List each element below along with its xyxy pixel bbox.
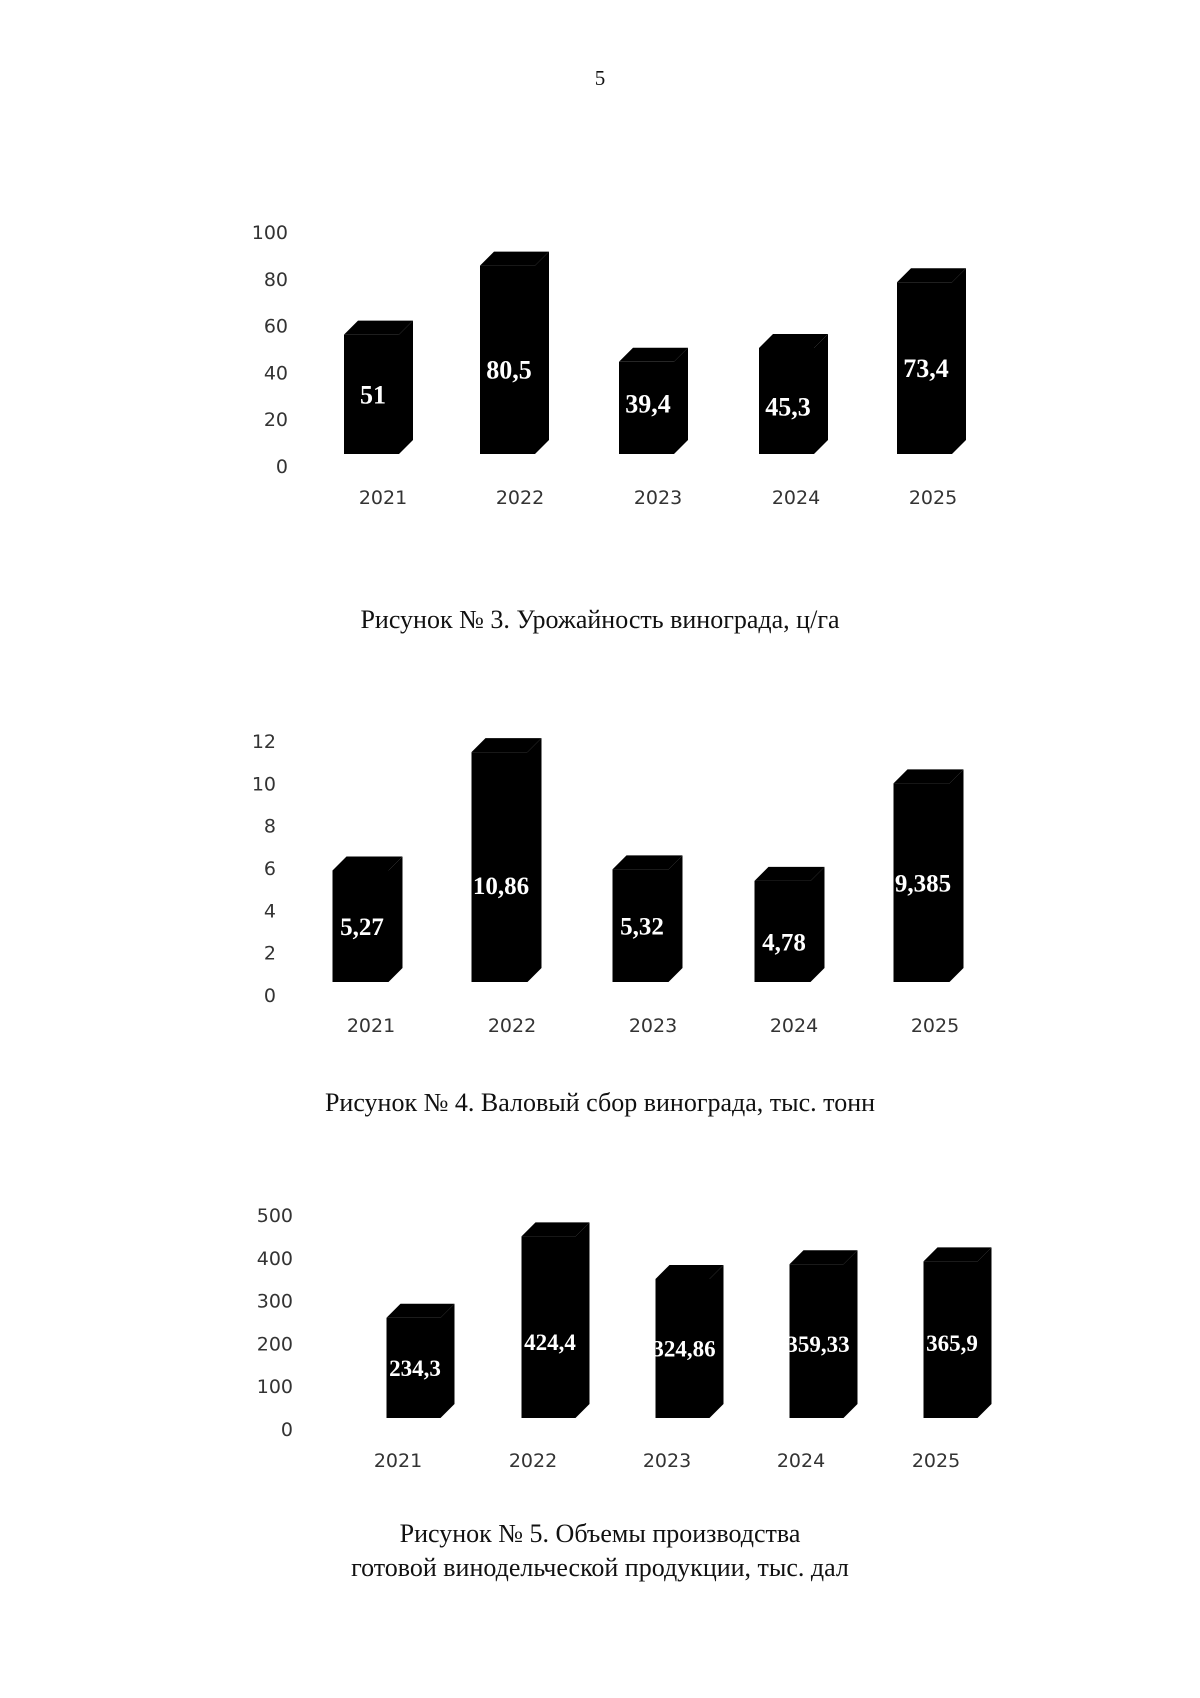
y-tick-label: 60 (263, 315, 288, 338)
figure-5-caption-line-2: готовой винодельческой продукции, тыс. дал (351, 1553, 849, 1582)
bar-side (528, 738, 542, 982)
figure-3-caption: Рисунок № 3. Урожайность винограда, ц/га (360, 605, 840, 634)
data-label: 365,9 (926, 1330, 978, 1356)
y-tick-label: 300 (256, 1290, 293, 1313)
bar-side (535, 252, 549, 454)
bar-2022 (522, 1222, 590, 1418)
data-label: 80,5 (486, 355, 532, 385)
x-tick-label: 2025 (911, 1450, 961, 1472)
bar-side (389, 856, 403, 982)
bar-2024 (759, 334, 828, 454)
y-tick-label: 20 (263, 409, 288, 432)
gross-harvest-chart (0, 710, 1200, 1050)
x-tick-label: 2025 (910, 1015, 960, 1037)
bar-side (952, 268, 966, 454)
x-tick-label: 2025 (908, 487, 958, 509)
y-tick-label: 2 (263, 942, 276, 965)
data-label: 73,4 (903, 354, 949, 384)
y-tick-label: 0 (275, 456, 288, 478)
bar-side (814, 334, 828, 454)
bar-front (522, 1236, 576, 1418)
bar-2021 (333, 856, 403, 982)
bar-2021 (344, 321, 413, 454)
yield-chart (0, 200, 1200, 520)
data-label: 10,86 (472, 873, 530, 901)
page-number: 5 (594, 66, 606, 90)
x-tick-label: 2022 (495, 487, 545, 509)
bar-side (950, 769, 964, 982)
bar-2025 (924, 1247, 992, 1418)
data-label: 39,4 (625, 389, 671, 419)
bar-2023 (619, 348, 688, 454)
x-tick-label: 2022 (487, 1015, 537, 1037)
y-tick-label: 12 (251, 731, 276, 753)
x-tick-label: 2021 (358, 487, 408, 509)
y-tick-label: 10 (251, 773, 276, 796)
y-tick-label: 6 (263, 858, 276, 880)
y-tick-label: 0 (263, 985, 276, 1007)
x-tick-label: 2024 (771, 487, 821, 509)
y-tick-label: 400 (256, 1247, 293, 1270)
data-label: 4,78 (762, 929, 806, 957)
bar-side (441, 1304, 455, 1418)
bar-2021 (387, 1304, 455, 1418)
x-tick-label: 2023 (633, 487, 683, 509)
bar-2025 (894, 769, 964, 982)
data-label: 51 (360, 380, 386, 410)
y-tick-label: 8 (263, 815, 276, 838)
bar-side (811, 867, 825, 982)
wine-production-chart (0, 1185, 1200, 1495)
figure-4-caption: Рисунок № 4. Валовый сбор винограда, тыс. тонн (324, 1088, 876, 1117)
data-label: 324,86 (652, 1336, 716, 1362)
x-tick-label: 2021 (373, 1450, 423, 1472)
bar-side (399, 321, 413, 454)
bar-side (978, 1247, 992, 1418)
y-tick-label: 40 (263, 362, 288, 385)
data-label: 359,33 (786, 1332, 850, 1358)
data-label: 45,3 (765, 392, 811, 422)
data-label: 5,27 (340, 913, 384, 941)
x-tick-label: 2023 (642, 1450, 692, 1472)
data-label: 424,4 (524, 1329, 576, 1355)
y-tick-label: 4 (263, 900, 276, 923)
data-label: 9,385 (894, 870, 952, 898)
data-label: 234,3 (389, 1355, 441, 1381)
y-tick-label: 0 (280, 1419, 293, 1441)
bar-2024 (755, 867, 825, 982)
bar-2022 (472, 738, 542, 982)
bar-2023 (613, 855, 683, 982)
bar-2024 (786, 1250, 857, 1418)
y-tick-label: 100 (256, 1376, 293, 1399)
bar-side (669, 855, 683, 982)
y-tick-label: 200 (256, 1333, 293, 1356)
x-tick-label: 2023 (628, 1015, 678, 1037)
bar-side (576, 1222, 590, 1418)
x-tick-label: 2024 (769, 1015, 819, 1037)
y-tick-label: 100 (251, 222, 288, 244)
x-tick-label: 2022 (508, 1450, 558, 1472)
bar-2022 (480, 252, 549, 454)
bar-2025 (897, 268, 966, 454)
y-tick-label: 80 (263, 268, 288, 291)
y-tick-label: 500 (256, 1205, 293, 1227)
bar-front (472, 752, 528, 982)
x-tick-label: 2024 (776, 1450, 826, 1472)
figure-5-caption-line-1: Рисунок № 5. Объемы производства (399, 1519, 801, 1548)
bar-side (674, 348, 688, 454)
bar-2023 (652, 1265, 723, 1418)
x-tick-label: 2021 (346, 1015, 396, 1037)
data-label: 5,32 (620, 913, 664, 941)
